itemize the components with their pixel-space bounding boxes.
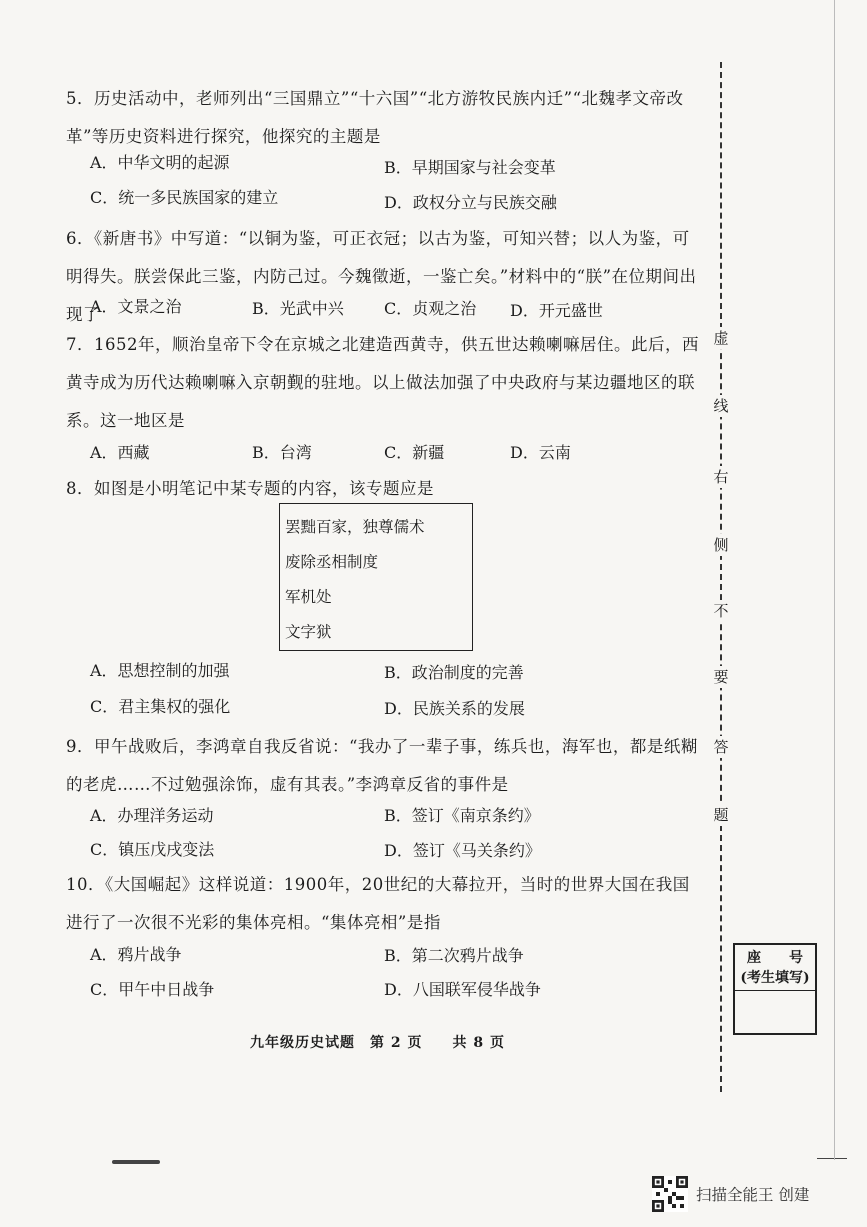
- q8-option-d: D．民族关系的发展: [384, 699, 525, 718]
- q8-option-a: A．思想控制的加强: [90, 661, 230, 680]
- note-item: 废除丞相制度: [285, 553, 379, 571]
- cut-line-char: 答: [711, 736, 731, 758]
- q8-option-b: B．政治制度的完善: [384, 663, 524, 682]
- q10-option-c: C．甲午中日战争: [90, 980, 215, 999]
- note-item: 罢黜百家，独尊儒术: [285, 518, 425, 536]
- qr-code-icon: [652, 1176, 688, 1212]
- seat-number-box[interactable]: [733, 943, 817, 1035]
- q10-option-a: A．鸦片战争: [90, 945, 182, 964]
- q9-option-c: C．镇压戊戌变法: [90, 840, 215, 859]
- cut-line-char: 右: [711, 466, 731, 488]
- question-6-stem: 6．《新唐书》中写道：“以铜为鉴，可正衣冠；以古为鉴，可知兴替；以人为鉴，可明得失。朕尝保此三鉴，内防己过。今魏徵逝，一鉴亡矣。”材料中的“朕”在位期间出现了: [66, 229, 697, 324]
- q6-option-d: D．开元盛世: [510, 301, 603, 320]
- seat-number-title: [735, 945, 815, 991]
- scan-smudge: [112, 1160, 160, 1164]
- q9-option-b: B．签订《南京条约》: [384, 806, 540, 825]
- cut-line-char: 侧: [711, 534, 731, 556]
- q9-option-a: A．办理洋务运动: [90, 806, 214, 825]
- note-box: [279, 503, 473, 651]
- q5-option-b: B．早期国家与社会变革: [384, 158, 556, 177]
- q7-option-b: B．台湾: [252, 443, 312, 462]
- cut-line-char: 虚: [711, 327, 731, 349]
- q8-option-c: C．君主集权的强化: [90, 697, 231, 716]
- q7-option-a: A．西藏: [90, 443, 150, 462]
- q6-option-b: B．光武中兴: [252, 299, 344, 318]
- cut-line-char: 要: [711, 666, 731, 688]
- q5-option-d: D．政权分立与民族交融: [384, 193, 557, 212]
- question-5-stem: 5．历史活动中，老师列出“三国鼎立”“十六国”“北方游牧民族内迁”“北魏孝文帝改革”等历史资料进行探究，他探究的主题是: [66, 89, 684, 146]
- cut-line: [720, 62, 722, 1092]
- question-8-stem: 8．如图是小明笔记中某专题的内容，该专题应是: [66, 479, 434, 498]
- cut-line-char: 线: [711, 395, 731, 417]
- question-10-stem: 10．《大国崛起》这样说道：1900年，20世纪的大幕拉开，当时的世界大国在我国进行了一次很不光彩的集体亮相。“集体亮相”是指: [66, 875, 690, 932]
- question-7: [66, 326, 706, 440]
- question-9-stem: 9．甲午战败后，李鸿章自我反省说：“我办了一辈子事，练兵也，海军也，都是纸糊的老虎……不过勉强涂饰，虚有其表。”李鸿章反省的事件是: [66, 737, 698, 794]
- q5-option-a: A．中华文明的起源: [90, 153, 230, 172]
- cut-line-char: 题: [711, 804, 731, 826]
- q10-option-b: B．第二次鸦片战争: [384, 946, 524, 965]
- page-edge: [834, 0, 835, 1160]
- q6-option-a: A．文景之治: [90, 297, 182, 316]
- q9-option-d: D．签订《马关条约》: [384, 841, 541, 860]
- q10-option-d: D．八国联军侵华战争: [384, 980, 541, 999]
- seat-number-hint: (考生填写): [740, 970, 810, 986]
- q5-option-c: C．统一多民族国家的建立: [90, 188, 279, 207]
- note-item: 军机处: [285, 588, 332, 606]
- seat-number-label: 座 号: [747, 950, 803, 966]
- scan-edge-line: [817, 1158, 847, 1159]
- question-5: [66, 80, 706, 156]
- q7-option-c: C．新疆: [384, 443, 445, 462]
- page-footer: 九年级历史试题 第 2 页 共 8 页: [250, 1035, 505, 1051]
- q7-option-d: D．云南: [510, 443, 571, 462]
- question-7-stem: 7．1652年，顺治皇帝下令在京城之北建造西黄寺，供五世达赖喇嘛居住。此后，西黄寺成为历代达赖喇嘛入京朝觐的驻地。以上做法加强了中央政府与某边疆地区的联系。这一地区是: [66, 335, 699, 430]
- scanner-watermark: 扫描全能王 创建: [696, 1186, 810, 1204]
- cut-line-char: 不: [711, 600, 731, 622]
- question-10: [66, 866, 706, 942]
- q6-option-c: C．贞观之治: [384, 299, 477, 318]
- question-9: [66, 728, 706, 804]
- note-item: 文字狱: [285, 623, 332, 641]
